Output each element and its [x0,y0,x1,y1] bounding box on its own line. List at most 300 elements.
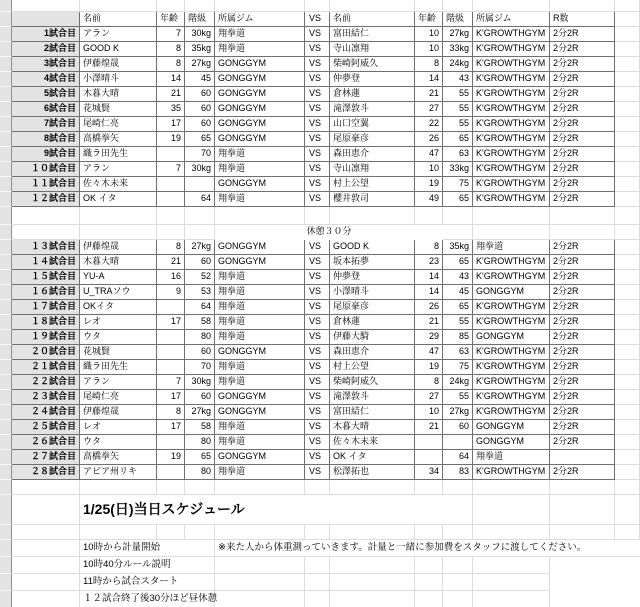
vs-cell[interactable]: VS [305,102,330,117]
fighter1-weight-cell[interactable]: 60 [185,87,215,102]
fighter2-age-cell[interactable]: 26 [415,300,443,315]
vs-cell[interactable]: VS [305,420,330,435]
rounds-cell[interactable]: 2分2R [550,87,615,102]
schedule-note[interactable]: ※来た人から体重測っていきます。計量と一緒に参加費をスタッフに渡してください。 [215,540,640,557]
rounds-cell[interactable]: 2分2R [550,177,615,192]
fighter2-age-cell[interactable]: 19 [415,177,443,192]
match-label[interactable]: １６試合目 [12,285,80,300]
fighter2-name-cell[interactable]: OK イタ [330,450,415,465]
fighter1-weight-cell[interactable]: 70 [185,147,215,162]
fighter2-name-cell[interactable]: 柴崎阿威久 [330,375,415,390]
fighter2-name-cell[interactable]: 木暮大晴 [330,420,415,435]
match-label[interactable]: 7試合目 [12,117,80,132]
vs-cell[interactable]: VS [305,285,330,300]
fighter1-gym-cell[interactable]: GONGGYM [215,240,305,255]
fighter2-name-cell[interactable]: 寺山凛翔 [330,42,415,57]
fighter1-gym-cell[interactable]: 翔拳道 [215,375,305,390]
fighter1-weight-cell[interactable]: 30kg [185,162,215,177]
fighter1-name-cell[interactable]: アラン [80,27,157,42]
vs-cell[interactable]: VS [305,465,330,480]
schedule-item-rules[interactable]: 10時40分ルール説明 [80,557,215,574]
fighter1-name-cell[interactable]: 伊藤煌晟 [80,240,157,255]
fighter1-age-cell[interactable]: 21 [157,255,185,270]
match-label[interactable]: 5試合目 [12,87,80,102]
fighter1-gym-cell[interactable]: GONGGYM [215,132,305,147]
fighter2-name-cell[interactable]: 坂本拓夢 [330,255,415,270]
fighter1-name-cell[interactable]: 高橋拳矢 [80,132,157,147]
match-label[interactable]: 6試合目 [12,102,80,117]
fighter2-gym-cell[interactable]: K'GROWTHGYM [473,102,550,117]
vs-cell[interactable]: VS [305,240,330,255]
match-label[interactable]: １０試合目 [12,162,80,177]
match-label[interactable]: １５試合目 [12,270,80,285]
fighter2-gym-cell[interactable]: K'GROWTHGYM [473,87,550,102]
rounds-cell[interactable]: 2分2R [550,465,615,480]
header-vs[interactable]: VS [305,12,330,27]
rounds-cell[interactable]: 2分2R [550,42,615,57]
fighter2-gym-cell[interactable]: K'GROWTHGYM [473,270,550,285]
fighter1-gym-cell[interactable]: 翔拳道 [215,435,305,450]
fighter2-gym-cell[interactable]: 翔拳道 [473,450,550,465]
vs-cell[interactable]: VS [305,117,330,132]
rounds-cell[interactable]: 2分2R [550,132,615,147]
rounds-cell[interactable]: 2分2R [550,330,615,345]
fighter1-name-cell[interactable]: 尾崎仁亮 [80,117,157,132]
fighter1-name-cell[interactable]: 織ラ田先生 [80,147,157,162]
fighter1-gym-cell[interactable]: GONGGYM [215,72,305,87]
schedule-title[interactable]: 1/25(日)当日スケジュール [80,495,443,525]
header-gym-1[interactable]: 所属ジム [215,12,305,27]
rounds-cell[interactable]: 2分2R [550,102,615,117]
header-age-1[interactable]: 年齢 [157,12,185,27]
fighter1-name-cell[interactable]: OK イタ [80,192,157,207]
fighter1-gym-cell[interactable]: GONGGYM [215,255,305,270]
fighter2-name-cell[interactable]: 山口空翼 [330,117,415,132]
fighter2-age-cell[interactable]: 34 [415,465,443,480]
header-age-2[interactable]: 年齢 [415,12,443,27]
fighter1-age-cell[interactable] [157,192,185,207]
fighter2-age-cell[interactable]: 22 [415,117,443,132]
fighter1-weight-cell[interactable]: 45 [185,72,215,87]
fighter2-gym-cell[interactable]: K'GROWTHGYM [473,375,550,390]
fighter2-name-cell[interactable]: 仲夢登 [330,270,415,285]
fighter2-name-cell[interactable]: 倉林蓮 [330,315,415,330]
fighter1-weight-cell[interactable]: 30kg [185,27,215,42]
fighter1-age-cell[interactable]: 8 [157,240,185,255]
fighter2-name-cell[interactable]: 櫻井敦司 [330,192,415,207]
rounds-cell[interactable]: 2分2R [550,57,615,72]
fighter2-age-cell[interactable]: 8 [415,375,443,390]
vs-cell[interactable]: VS [305,300,330,315]
fighter1-weight-cell[interactable]: 80 [185,330,215,345]
vs-cell[interactable]: VS [305,270,330,285]
fighter1-weight-cell[interactable]: 65 [185,132,215,147]
fighter1-age-cell[interactable] [157,360,185,375]
fighter2-gym-cell[interactable]: GONGGYM [473,420,550,435]
fighter2-weight-cell[interactable]: 55 [443,87,473,102]
fighter1-age-cell[interactable]: 17 [157,315,185,330]
fighter2-age-cell[interactable]: 14 [415,285,443,300]
fighter1-age-cell[interactable] [157,435,185,450]
rounds-cell[interactable]: 2分2R [550,147,615,162]
fighter1-gym-cell[interactable]: GONGGYM [215,177,305,192]
fighter2-name-cell[interactable]: 尾原豪彦 [330,132,415,147]
fighter1-age-cell[interactable]: 17 [157,420,185,435]
fighter1-age-cell[interactable]: 8 [157,57,185,72]
fighter2-age-cell[interactable]: 14 [415,72,443,87]
fighter2-name-cell[interactable]: 富田結仁 [330,27,415,42]
rounds-cell[interactable]: 2分2R [550,192,615,207]
fighter2-name-cell[interactable]: 富田結仁 [330,405,415,420]
fighter2-name-cell[interactable]: 伊藤大騎 [330,330,415,345]
match-label[interactable]: 9試合目 [12,147,80,162]
fighter2-weight-cell[interactable]: 55 [443,390,473,405]
fighter1-age-cell[interactable]: 7 [157,27,185,42]
match-label[interactable]: ２４試合目 [12,405,80,420]
rounds-cell[interactable]: 2分2R [550,27,615,42]
fighter1-name-cell[interactable]: GOOD K [80,42,157,57]
fighter2-weight-cell[interactable]: 60 [443,420,473,435]
fighter1-weight-cell[interactable]: 70 [185,360,215,375]
fighter1-name-cell[interactable]: 伊藤煌晟 [80,405,157,420]
match-label[interactable]: 8試合目 [12,132,80,147]
fighter2-name-cell[interactable]: 小澤晴斗 [330,285,415,300]
fighter1-weight-cell[interactable]: 64 [185,192,215,207]
rounds-cell[interactable]: 2分2R [550,435,615,450]
match-label[interactable]: 2試合目 [12,42,80,57]
rounds-cell[interactable]: 2分2R [550,345,615,360]
rounds-cell[interactable]: 2分2R [550,162,615,177]
fighter2-weight-cell[interactable]: 83 [443,465,473,480]
fighter2-age-cell[interactable]: 29 [415,330,443,345]
vs-cell[interactable]: VS [305,405,330,420]
fighter1-weight-cell[interactable]: 53 [185,285,215,300]
fighter1-gym-cell[interactable]: 翔拳道 [215,270,305,285]
fighter1-name-cell[interactable]: 高橋拳矢 [80,450,157,465]
fighter2-weight-cell[interactable]: 65 [443,132,473,147]
match-label[interactable]: ２６試合目 [12,435,80,450]
fighter1-gym-cell[interactable]: 翔拳道 [215,162,305,177]
fighter1-name-cell[interactable]: 木暮大晴 [80,87,157,102]
rounds-cell[interactable]: 2分2R [550,117,615,132]
fighter2-weight-cell[interactable]: 24kg [443,375,473,390]
fighter1-name-cell[interactable]: ウタ [80,435,157,450]
fighter2-weight-cell[interactable]: 33kg [443,42,473,57]
match-label-header[interactable] [12,12,80,27]
vs-cell[interactable]: VS [305,330,330,345]
fighter2-gym-cell[interactable]: K'GROWTHGYM [473,192,550,207]
fighter1-weight-cell[interactable]: 60 [185,117,215,132]
fighter1-name-cell[interactable]: YU-A [80,270,157,285]
fighter2-age-cell[interactable]: 10 [415,405,443,420]
fighter2-gym-cell[interactable]: K'GROWTHGYM [473,162,550,177]
fighter1-age-cell[interactable]: 7 [157,375,185,390]
rounds-cell[interactable]: 2分2R [550,315,615,330]
fighter2-gym-cell[interactable]: K'GROWTHGYM [473,345,550,360]
fighter2-name-cell[interactable]: 尾原豪彦 [330,300,415,315]
rounds-cell[interactable]: 2分2R [550,255,615,270]
fighter1-name-cell[interactable]: 花城賢 [80,102,157,117]
fighter1-weight-cell[interactable]: 27kg [185,405,215,420]
match-label[interactable]: ２１試合目 [12,360,80,375]
fighter1-name-cell[interactable]: 佐々木未来 [80,177,157,192]
fighter1-gym-cell[interactable]: GONGGYM [215,87,305,102]
rounds-cell[interactable]: 2分2R [550,420,615,435]
fighter1-age-cell[interactable]: 19 [157,450,185,465]
fighter1-weight-cell[interactable]: 30kg [185,375,215,390]
fighter1-weight-cell[interactable]: 35kg [185,42,215,57]
vs-cell[interactable]: VS [305,177,330,192]
rounds-cell[interactable]: 2分2R [550,285,615,300]
fighter2-age-cell[interactable]: 47 [415,345,443,360]
fighter2-age-cell[interactable]: 10 [415,27,443,42]
fighter2-name-cell[interactable]: 柴崎阿威久 [330,57,415,72]
rounds-cell[interactable]: 2分2R [550,270,615,285]
fighter1-gym-cell[interactable]: 翔拳道 [215,330,305,345]
fighter2-age-cell[interactable]: 10 [415,42,443,57]
fighter1-gym-cell[interactable]: 翔拳道 [215,300,305,315]
fighter1-weight-cell[interactable]: 27kg [185,57,215,72]
fighter2-weight-cell[interactable]: 43 [443,270,473,285]
fighter2-name-cell[interactable]: 仲夢登 [330,72,415,87]
vs-cell[interactable]: VS [305,147,330,162]
fighter1-age-cell[interactable]: 9 [157,285,185,300]
fighter2-weight-cell[interactable]: 43 [443,72,473,87]
fighter2-gym-cell[interactable]: K'GROWTHGYM [473,390,550,405]
fighter1-gym-cell[interactable]: 翔拳道 [215,285,305,300]
fighter2-age-cell[interactable] [415,435,443,450]
rounds-cell[interactable]: 2分2R [550,240,615,255]
fighter1-weight-cell[interactable]: 65 [185,450,215,465]
schedule-item-lunch[interactable]: １２試合終了後30分ほど昼休憩 [80,591,215,607]
fighter2-gym-cell[interactable]: K'GROWTHGYM [473,360,550,375]
fighter1-age-cell[interactable]: 14 [157,72,185,87]
fighter2-gym-cell[interactable]: GONGGYM [473,330,550,345]
fighter2-age-cell[interactable]: 14 [415,270,443,285]
match-label[interactable]: １７試合目 [12,300,80,315]
fighter2-gym-cell[interactable]: K'GROWTHGYM [473,465,550,480]
match-label[interactable]: ２８試合目 [12,465,80,480]
fighter2-name-cell[interactable]: 村上公望 [330,177,415,192]
fighter1-name-cell[interactable]: ウタ [80,330,157,345]
fighter2-gym-cell[interactable]: K'GROWTHGYM [473,132,550,147]
fighter1-name-cell[interactable]: レオ [80,315,157,330]
match-label[interactable]: １４試合目 [12,255,80,270]
rounds-cell[interactable]: 2分2R [550,375,615,390]
fighter1-gym-cell[interactable]: GONGGYM [215,102,305,117]
fighter1-gym-cell[interactable]: 翔拳道 [215,42,305,57]
fighter1-weight-cell[interactable] [185,177,215,192]
fighter2-name-cell[interactable]: GOOD K [330,240,415,255]
fighter2-gym-cell[interactable]: K'GROWTHGYM [473,27,550,42]
fighter2-age-cell[interactable] [415,450,443,465]
fighter1-gym-cell[interactable]: GONGGYM [215,345,305,360]
fighter2-weight-cell[interactable]: 75 [443,177,473,192]
header-gym-2[interactable]: 所属ジム [473,12,550,27]
fighter1-age-cell[interactable]: 16 [157,270,185,285]
vs-cell[interactable]: VS [305,375,330,390]
fighter1-weight-cell[interactable]: 60 [185,390,215,405]
fighter1-age-cell[interactable] [157,345,185,360]
fighter1-gym-cell[interactable]: 翔拳道 [215,465,305,480]
vs-cell[interactable]: VS [305,435,330,450]
fighter1-weight-cell[interactable]: 80 [185,435,215,450]
match-label[interactable]: １９試合目 [12,330,80,345]
vs-cell[interactable]: VS [305,57,330,72]
fighter1-name-cell[interactable]: アラン [80,375,157,390]
rounds-cell[interactable]: 2分2R [550,360,615,375]
fighter2-age-cell[interactable]: 8 [415,57,443,72]
vs-cell[interactable]: VS [305,132,330,147]
match-label[interactable]: ２０試合目 [12,345,80,360]
fighter1-gym-cell[interactable]: 翔拳道 [215,27,305,42]
fighter1-gym-cell[interactable]: 翔拳道 [215,147,305,162]
rounds-cell[interactable] [550,450,615,465]
fighter2-weight-cell[interactable]: 64 [443,450,473,465]
fighter1-gym-cell[interactable]: GONGGYM [215,57,305,72]
match-label[interactable]: 4試合目 [12,72,80,87]
fighter1-name-cell[interactable]: 小澤晴斗 [80,72,157,87]
match-label[interactable]: ２３試合目 [12,390,80,405]
fighter2-weight-cell[interactable]: 35kg [443,240,473,255]
fighter2-name-cell[interactable]: 寺山凛翔 [330,162,415,177]
vs-cell[interactable]: VS [305,360,330,375]
fighter1-gym-cell[interactable]: 翔拳道 [215,192,305,207]
fighter1-age-cell[interactable]: 35 [157,102,185,117]
vs-cell[interactable]: VS [305,390,330,405]
match-label[interactable]: 3試合目 [12,57,80,72]
fighter1-gym-cell[interactable]: GONGGYM [215,405,305,420]
fighter2-gym-cell[interactable]: K'GROWTHGYM [473,255,550,270]
fighter2-gym-cell[interactable]: K'GROWTHGYM [473,42,550,57]
fighter2-gym-cell[interactable]: K'GROWTHGYM [473,300,550,315]
fighter1-weight-cell[interactable]: 60 [185,255,215,270]
fighter2-weight-cell[interactable]: 65 [443,255,473,270]
fighter1-gym-cell[interactable]: 翔拳道 [215,420,305,435]
vs-cell[interactable]: VS [305,87,330,102]
fighter2-weight-cell[interactable]: 55 [443,117,473,132]
header-weight-1[interactable]: 階級 [185,12,215,27]
fighter2-age-cell[interactable]: 10 [415,162,443,177]
fighter2-gym-cell[interactable]: K'GROWTHGYM [473,177,550,192]
vs-cell[interactable]: VS [305,72,330,87]
match-label[interactable]: １８試合目 [12,315,80,330]
match-label[interactable]: ２２試合目 [12,375,80,390]
fighter1-age-cell[interactable] [157,465,185,480]
fighter2-weight-cell[interactable]: 75 [443,360,473,375]
fighter1-name-cell[interactable]: 尾崎仁亮 [80,390,157,405]
fighter1-weight-cell[interactable]: 58 [185,420,215,435]
rounds-cell[interactable]: 2分2R [550,405,615,420]
match-label[interactable]: ２７試合目 [12,450,80,465]
fighter1-age-cell[interactable]: 19 [157,132,185,147]
fighter1-gym-cell[interactable]: GONGGYM [215,117,305,132]
fighter2-weight-cell[interactable]: 85 [443,330,473,345]
fighter1-name-cell[interactable]: 織ラ田先生 [80,360,157,375]
fighter2-age-cell[interactable]: 23 [415,255,443,270]
fighter1-name-cell[interactable]: アラン [80,162,157,177]
fighter1-gym-cell[interactable]: GONGGYM [215,450,305,465]
rounds-cell[interactable]: 2分2R [550,300,615,315]
fighter2-age-cell[interactable]: 21 [415,87,443,102]
match-label[interactable]: 1試合目 [12,27,80,42]
fighter2-name-cell[interactable]: 佐々木未来 [330,435,415,450]
fighter2-gym-cell[interactable]: GONGGYM [473,435,550,450]
fighter2-age-cell[interactable]: 49 [415,192,443,207]
fighter2-name-cell[interactable]: 森田恵介 [330,345,415,360]
fighter2-age-cell[interactable]: 21 [415,420,443,435]
fighter1-age-cell[interactable]: 17 [157,390,185,405]
vs-cell[interactable]: VS [305,42,330,57]
fighter1-weight-cell[interactable]: 52 [185,270,215,285]
fighter2-gym-cell[interactable]: K'GROWTHGYM [473,147,550,162]
rounds-cell[interactable]: 2分2R [550,390,615,405]
fighter2-age-cell[interactable]: 47 [415,147,443,162]
fighter2-age-cell[interactable]: 21 [415,315,443,330]
fighter1-name-cell[interactable]: 木暮大晴 [80,255,157,270]
fighter1-weight-cell[interactable]: 58 [185,315,215,330]
fighter1-age-cell[interactable]: 7 [157,162,185,177]
header-name-2[interactable]: 名前 [330,12,415,27]
match-label[interactable]: １１試合目 [12,177,80,192]
fighter1-age-cell[interactable] [157,147,185,162]
fighter1-age-cell[interactable] [157,300,185,315]
vs-cell[interactable]: VS [305,192,330,207]
fighter1-age-cell[interactable]: 8 [157,42,185,57]
header-name-1[interactable]: 名前 [80,12,157,27]
fighter2-weight-cell[interactable]: 24kg [443,57,473,72]
match-label[interactable]: １３試合目 [12,240,80,255]
vs-cell[interactable]: VS [305,162,330,177]
schedule-item-start[interactable]: 11時から試合スタート [80,574,215,591]
rounds-cell[interactable]: 2分2R [550,72,615,87]
fighter2-gym-cell[interactable]: K'GROWTHGYM [473,315,550,330]
header-rounds[interactable]: R数 [550,12,615,27]
fighter2-gym-cell[interactable]: GONGGYM [473,285,550,300]
fighter2-weight-cell[interactable]: 55 [443,315,473,330]
fighter2-weight-cell[interactable]: 27kg [443,405,473,420]
fighter1-weight-cell[interactable]: 80 [185,465,215,480]
fighter1-name-cell[interactable]: U_TRAソウ [80,285,157,300]
fighter1-age-cell[interactable] [157,330,185,345]
vs-cell[interactable]: VS [305,450,330,465]
fighter2-weight-cell[interactable]: 45 [443,285,473,300]
vs-cell[interactable]: VS [305,27,330,42]
fighter1-age-cell[interactable]: 8 [157,405,185,420]
match-label[interactable]: ２５試合目 [12,420,80,435]
fighter2-weight-cell[interactable]: 27kg [443,27,473,42]
fighter2-age-cell[interactable]: 8 [415,240,443,255]
fighter1-name-cell[interactable]: 伊藤煌晟 [80,57,157,72]
fighter2-age-cell[interactable]: 26 [415,132,443,147]
fighter1-gym-cell[interactable]: 翔拳道 [215,315,305,330]
fighter1-name-cell[interactable]: OKイタ [80,300,157,315]
fighter1-name-cell[interactable]: レオ [80,420,157,435]
fighter2-weight-cell[interactable]: 63 [443,345,473,360]
vs-cell[interactable]: VS [305,315,330,330]
fighter2-gym-cell[interactable]: K'GROWTHGYM [473,57,550,72]
fighter2-name-cell[interactable]: 村上公望 [330,360,415,375]
fighter1-weight-cell[interactable]: 27kg [185,240,215,255]
header-weight-2[interactable]: 階級 [443,12,473,27]
fighter2-gym-cell[interactable]: K'GROWTHGYM [473,405,550,420]
schedule-item-weighin[interactable]: 10時から計量開始 [80,540,215,557]
fighter2-age-cell[interactable]: 27 [415,390,443,405]
fighter2-weight-cell[interactable]: 33kg [443,162,473,177]
fighter1-age-cell[interactable]: 17 [157,117,185,132]
fighter2-weight-cell[interactable]: 65 [443,300,473,315]
match-label[interactable]: １２試合目 [12,192,80,207]
